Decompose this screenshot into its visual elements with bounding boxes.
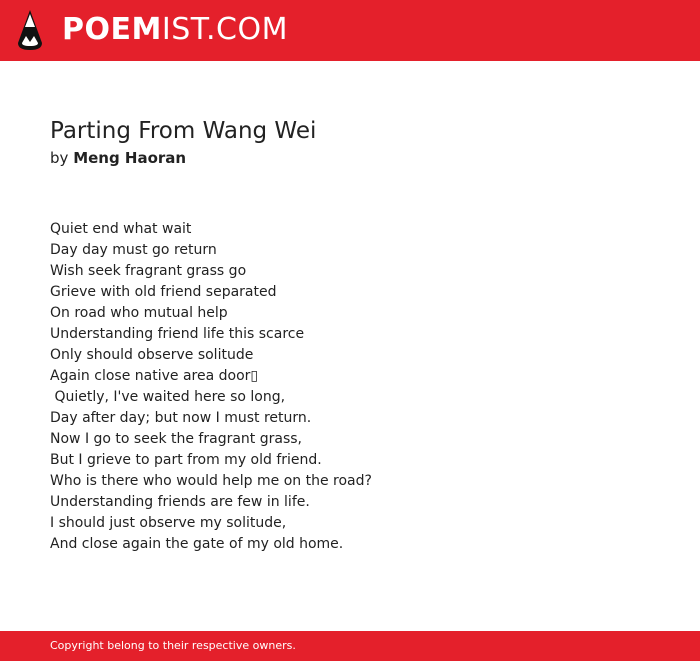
- byline-prefix: by: [50, 149, 69, 167]
- poem-line: Again close native area door▯: [50, 368, 259, 384]
- poem-line: Day after day; but now I must return.: [50, 410, 312, 426]
- poem-line: Understanding friends are few in life.: [50, 494, 310, 510]
- poem-line: And close again the gate of my old home.: [50, 536, 344, 552]
- poem-line: Wish seek fragrant grass go: [50, 263, 247, 279]
- poem-line: On road who mutual help: [50, 305, 228, 321]
- copyright-text: Copyright belong to their respective owners.: [50, 639, 296, 652]
- poem-line: Day day must go return: [50, 242, 217, 258]
- logo-bold-text: POEM: [62, 12, 162, 47]
- poem-line: Only should observe solitude: [50, 347, 254, 363]
- poem-line: Who is there who would help me on the road?: [50, 473, 372, 489]
- poem-header: [50, 116, 670, 168]
- poem-line: Now I go to seek the fragrant grass,: [50, 431, 302, 447]
- site-footer: [0, 631, 700, 661]
- author-name: Meng Haoran: [73, 149, 187, 167]
- poem-title: Parting From Wang Wei: [50, 118, 317, 144]
- logo-light-text: IST.COM: [161, 12, 288, 47]
- site-logo[interactable]: [62, 12, 288, 48]
- poem-line: I should just observe my solitude,: [50, 515, 287, 531]
- poem-line: But I grieve to part from my old friend.: [50, 452, 322, 468]
- pencil-icon: [16, 9, 44, 51]
- poem-line: Quiet end what wait: [50, 221, 192, 237]
- poem-line: Understanding friend life this scarce: [50, 326, 305, 342]
- poem-line: Quietly, I've waited here so long,: [50, 389, 286, 405]
- poem-body: [50, 219, 670, 555]
- byline: [50, 148, 670, 168]
- poem-line: Grieve with old friend separated: [50, 284, 277, 300]
- site-header: [0, 0, 700, 61]
